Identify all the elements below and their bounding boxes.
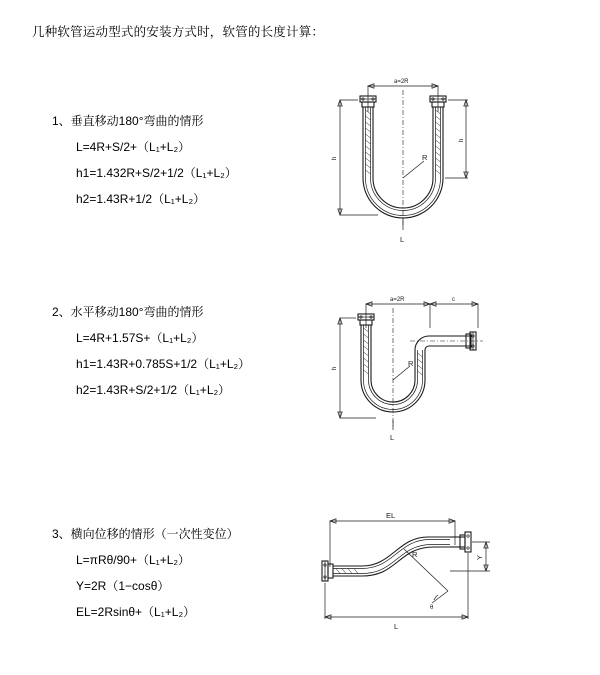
page-title: 几种软管运动型式的安装方式时，软管的长度计算： (32, 25, 325, 39)
case-2-text-block (52, 303, 250, 407)
case-2-formula-1: L=4R+1.57S+（L₁+L₂） (76, 331, 204, 345)
case-2-label-left-vertical: h (332, 366, 338, 370)
case-2-formula-3: h2=1.43R+S/2+1/2（L₁+L₂） (76, 383, 231, 397)
case-1-text-block (52, 112, 237, 216)
case-3-formula-3: EL=2Rsinθ+（L₁+L₂） (76, 605, 196, 619)
case-2-label-bottom: L (390, 433, 395, 442)
case-2-label-top-dim-right: c (452, 297, 455, 303)
case-3-label-radius: R (412, 550, 418, 559)
case-2-title: 2、水平移动180°弯曲的情形 (52, 305, 204, 319)
case-2-formula-2: h1=1.43R+0.785S+1/2（L₁+L₂） (76, 357, 251, 371)
case-3-label-top-dim: EL (386, 511, 396, 520)
case-1-label-right-vertical: h (459, 138, 465, 142)
case-1-label-bottom: L (400, 235, 405, 244)
case-3-title: 3、横向位移的情形（一次性变位） (52, 527, 239, 541)
case-1-formula-3: h2=1.43R+1/2（L₁+L₂） (76, 192, 206, 206)
case-3-text-block (52, 525, 239, 629)
case-1-diagram (318, 70, 518, 270)
case-3-formula-1: L=πRθ/90+（L₁+L₂） (76, 553, 191, 567)
case-3-label-angle: θ (430, 605, 434, 611)
case-2-label-radius: R (408, 359, 414, 368)
case-1-label-top-dim: a=2R (394, 79, 409, 85)
case-3-formula-2: Y=2R（1−cosθ） (76, 579, 170, 593)
case-1-formula-2: h1=1.432R+S/2+1/2（L₁+L₂） (76, 166, 237, 180)
case-3-diagram (300, 505, 510, 645)
case-3-label-right-vertical: Y (475, 554, 484, 560)
case-2-diagram (318, 288, 518, 468)
case-1-formula-1: L=4R+S/2+（L₁+L₂） (76, 140, 191, 154)
case-1-label-radius: R (422, 153, 428, 162)
case-3-label-bottom: L (394, 622, 399, 631)
case-2-label-top-dim-left: a=2R (390, 297, 405, 303)
case-1-title: 1、垂直移动180°弯曲的情形 (52, 114, 204, 128)
case-1-label-left-vertical: h (332, 156, 338, 160)
